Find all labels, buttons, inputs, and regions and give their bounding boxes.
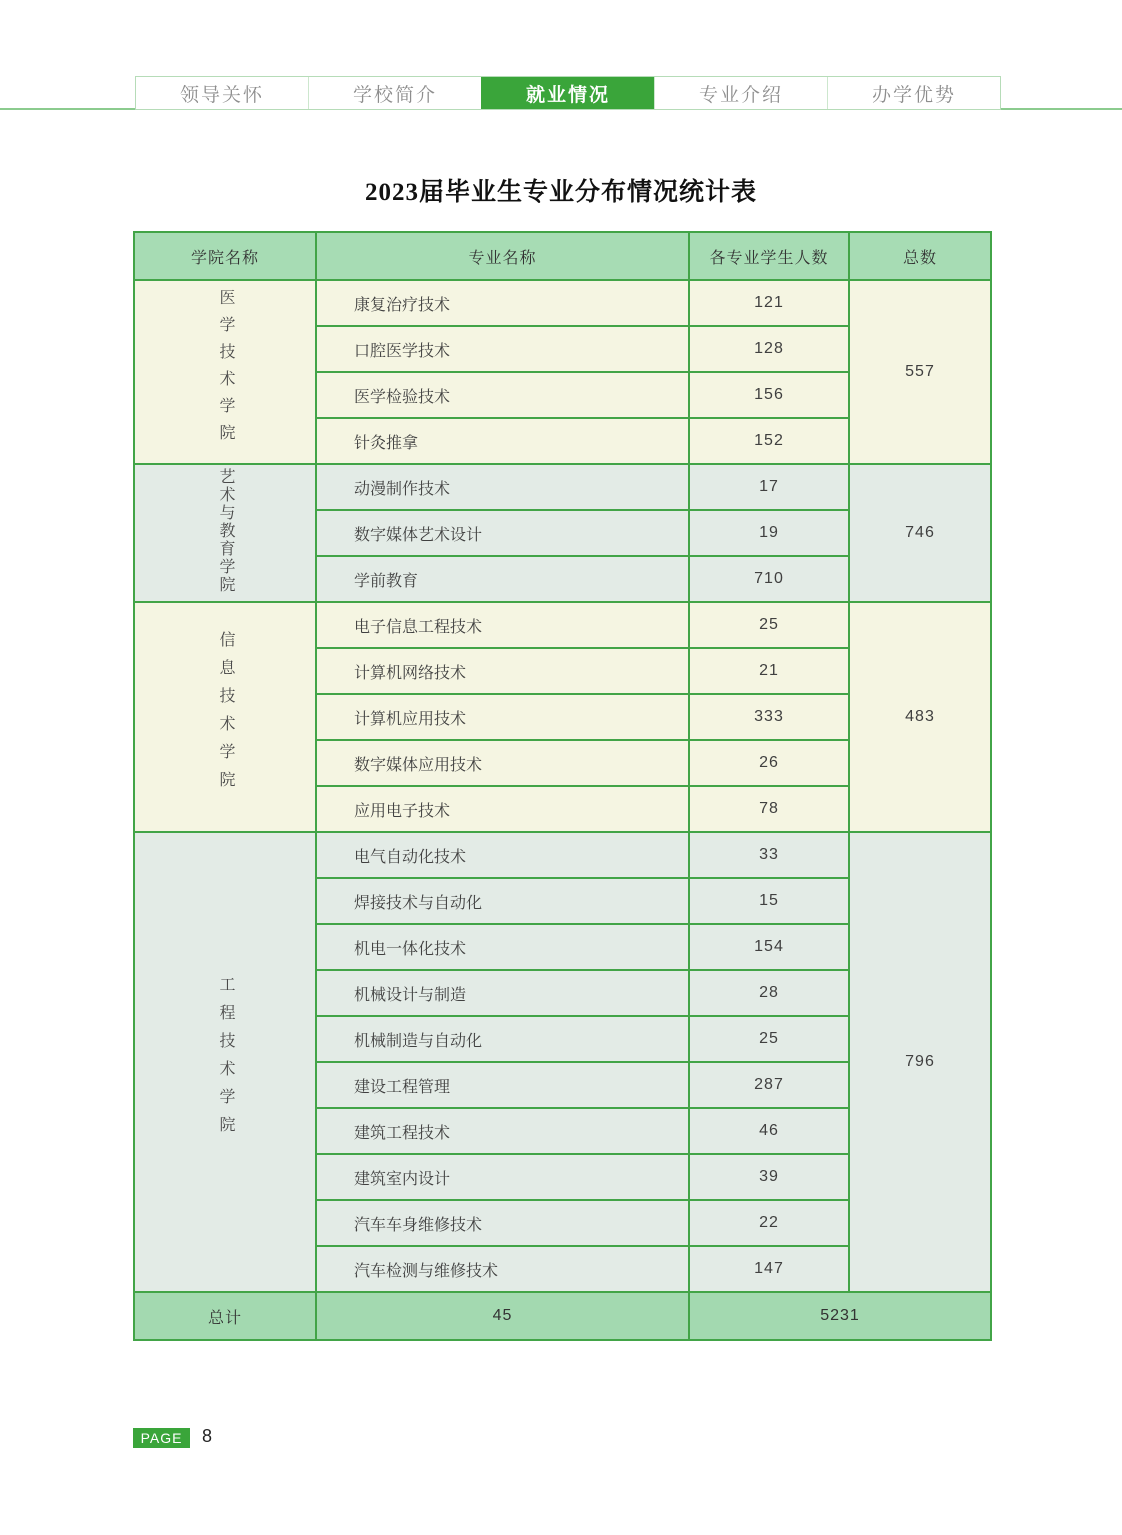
student-count-cell: 15: [689, 878, 849, 924]
major-name-cell: 应用电子技术: [316, 786, 689, 832]
table-summary-row: [134, 1292, 991, 1340]
summary-majors-total-cell: 45: [316, 1292, 689, 1340]
major-name-cell: 康复治疗技术: [316, 280, 689, 326]
college-name-cell: [134, 464, 316, 602]
student-count-cell: 147: [689, 1246, 849, 1292]
student-count-cell: 21: [689, 648, 849, 694]
table-header-row: [134, 232, 991, 280]
student-count-cell: 154: [689, 924, 849, 970]
tab-major-intro[interactable]: 专业介绍: [654, 77, 827, 109]
student-count-cell: 152: [689, 418, 849, 464]
student-count-cell: 28: [689, 970, 849, 1016]
header-student-count: 各专业学生人数: [689, 232, 849, 280]
major-name-cell: 机械制造与自动化: [316, 1016, 689, 1062]
major-name-cell: 汽车车身维修技术: [316, 1200, 689, 1246]
student-count-cell: 121: [689, 280, 849, 326]
page-number: 8: [202, 1426, 213, 1446]
student-count-cell: 287: [689, 1062, 849, 1108]
header-total: 总数: [849, 232, 991, 280]
college-total-cell: 483: [849, 602, 991, 832]
major-name-cell: 数字媒体艺术设计: [316, 510, 689, 556]
student-count-cell: 33: [689, 832, 849, 878]
student-count-cell: 156: [689, 372, 849, 418]
major-name-cell: 口腔医学技术: [316, 326, 689, 372]
college-name-cell: [134, 832, 316, 1292]
college-name-cell: [134, 280, 316, 464]
student-count-cell: 39: [689, 1154, 849, 1200]
header-major-name: 专业名称: [316, 232, 689, 280]
major-name-cell: 机电一体化技术: [316, 924, 689, 970]
header-college-name: 学院名称: [134, 232, 316, 280]
page-title: 2023届毕业生专业分布情况统计表: [364, 179, 757, 206]
student-count-cell: 22: [689, 1200, 849, 1246]
major-name-cell: 计算机应用技术: [316, 694, 689, 740]
student-count-cell: 78: [689, 786, 849, 832]
major-name-cell: 建设工程管理: [316, 1062, 689, 1108]
major-name-cell: 学前教育: [316, 556, 689, 602]
graduates-distribution-table: [133, 231, 992, 1341]
college-total-cell: 746: [849, 464, 991, 602]
table-row: [134, 832, 991, 878]
major-name-cell: 数字媒体应用技术: [316, 740, 689, 786]
major-name-cell: 焊接技术与自动化: [316, 878, 689, 924]
summary-label-cell: 总计: [134, 1292, 316, 1340]
tab-leadership-care[interactable]: 领导关怀: [179, 84, 264, 106]
college-total-cell: 796: [849, 832, 991, 1292]
college-name-vertical: 工程技术学院: [217, 975, 234, 1144]
tab-school-advantages[interactable]: 办学优势: [827, 77, 1000, 109]
table-row: [134, 602, 991, 648]
table-row: [134, 464, 991, 510]
student-count-cell: 128: [689, 326, 849, 372]
student-count-cell: 26: [689, 740, 849, 786]
page-badge: PAGE: [133, 1428, 190, 1448]
student-count-cell: 25: [689, 602, 849, 648]
tab-school-intro[interactable]: 学校简介: [308, 77, 481, 109]
major-name-cell: 机械设计与制造: [316, 970, 689, 1016]
table-row: [134, 280, 991, 326]
summary-students-total-cell: 5231: [689, 1292, 991, 1340]
major-name-cell: 医学检验技术: [316, 372, 689, 418]
college-total-cell: 557: [849, 280, 991, 464]
college-name-vertical: 信息技术学院: [217, 630, 234, 799]
major-name-cell: 建筑工程技术: [316, 1108, 689, 1154]
student-count-cell: 710: [689, 556, 849, 602]
major-name-cell: 动漫制作技术: [316, 464, 689, 510]
student-count-cell: 333: [689, 694, 849, 740]
major-name-cell: 汽车检测与维修技术: [316, 1246, 689, 1292]
student-count-cell: 17: [689, 464, 849, 510]
major-name-cell: 针灸推拿: [316, 418, 689, 464]
major-name-cell: 计算机网络技术: [316, 648, 689, 694]
college-name-cell: [134, 602, 316, 832]
college-name-vertical: 医学技术学院: [217, 288, 234, 451]
student-count-cell: 25: [689, 1016, 849, 1062]
student-count-cell: 46: [689, 1108, 849, 1154]
major-name-cell: 建筑室内设计: [316, 1154, 689, 1200]
major-name-cell: 电气自动化技术: [316, 832, 689, 878]
tab-employment-status[interactable]: 就业情况: [481, 77, 654, 109]
student-count-cell: 19: [689, 510, 849, 556]
top-tab-bar: [135, 76, 1001, 110]
major-name-cell: 电子信息工程技术: [316, 602, 689, 648]
college-name-vertical: 艺术与教育学院: [217, 467, 234, 594]
